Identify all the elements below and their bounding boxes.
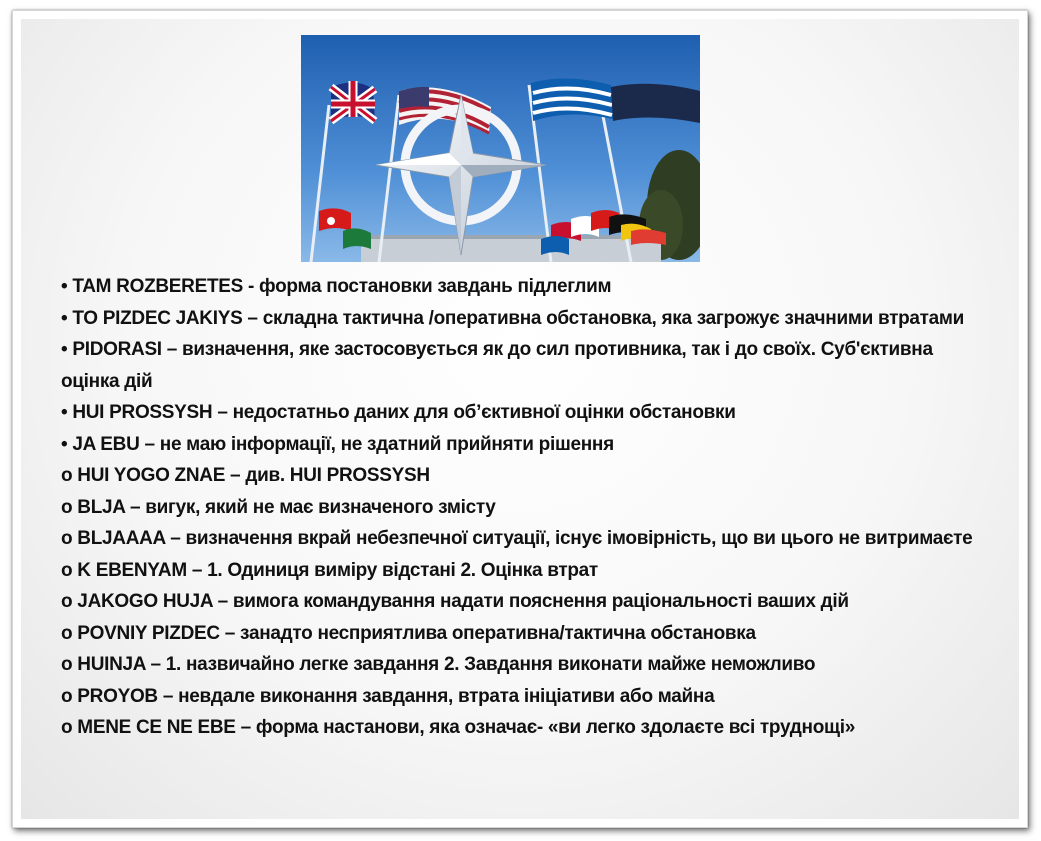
glossary-term: K EBENYAM — [77, 559, 187, 581]
glossary-item: o BLJAAAA – визначення вкрай небезпечної ситуації, існує імовірність, що ви цього не витримаєте — [61, 528, 973, 549]
glossary-definition: див. HUI PROSSYSH — [245, 465, 430, 486]
glossary-term: JA EBU — [72, 433, 140, 455]
glossary-item: • TAM ROZBERETES - форма постановки завдань підлеглим — [61, 276, 612, 297]
glossary-definition: визначення, яке застосовується як до сил противника, так і до своїх. Суб'єктивна оцінка дій — [61, 339, 933, 392]
slide — [21, 19, 1019, 819]
glossary-term: PIDORASI — [72, 339, 162, 360]
glossary-item: o HUINJA – 1. назвичайно легке завдання 2. Завдання виконати майже неможливо — [61, 654, 816, 675]
glossary-term: HUI PROSSYSH — [72, 402, 213, 423]
uk-flag — [331, 81, 375, 121]
glossary-item: o MENE CE NE EBE – форма настанови, яка означає- «ви легко здолаєте всі труднощі» — [61, 717, 855, 738]
glossary-term: JAKOGO HUJA — [77, 591, 213, 612]
glossary-term: TO PIZDEC JAKIYS — [72, 307, 243, 329]
glossary-term: POVNIY PIZDEC — [77, 622, 220, 644]
glossary-item: o PROYOB – невдале виконання завдання, втрата ініціативи або майна — [61, 685, 715, 707]
nato-headquarters-flags-photo — [301, 35, 700, 262]
glossary-definition: визначення вкрай небезпечної ситуації, існує імовірність, що ви цього не витримаєте — [185, 528, 973, 549]
glossary-item: • HUI PROSSYSH – недостатньо даних для об’єктивної оцінки обстановки — [61, 402, 736, 423]
slide-frame — [12, 10, 1028, 828]
glossary-definition: вимога командування надати пояснення раціональності ваших дій — [232, 591, 849, 612]
glossary-term: PROYOB — [77, 685, 158, 707]
glossary-definition: занадто несприятлива оперативна/тактична обстановка — [240, 622, 756, 644]
glossary-definition: складна тактична /оперативна обстановка, яка загрожує значними втратами — [262, 307, 965, 329]
glossary-definition: 1. назвичайно легке завдання 2. Завдання виконати майже неможливо — [165, 654, 816, 675]
glossary-term: BLJAAAA — [77, 528, 166, 549]
glossary-item: o JAKOGO HUJA – вимога командування надати пояснення раціональності ваших дій — [61, 591, 849, 612]
glossary-item: • JA EBU – не маю інформації, не здатний прийняти рішення — [61, 433, 614, 455]
glossary-term: TAM ROZBERETES — [72, 276, 244, 297]
glossary-definition: вигук, який не має визначеного змісту — [145, 496, 496, 518]
glossary-item: o HUI YOGO ZNAE – див. HUI PROSSYSH — [61, 465, 430, 486]
glossary-definition: 1. Одиниця виміру відстані 2. Оцінка втрат — [207, 559, 598, 581]
glossary-definition: форма постановки завдань підлеглим — [259, 276, 612, 297]
glossary-item: o BLJA – вигук, який не має визначеного змісту — [61, 496, 496, 518]
glossary-item: • TO PIZDEC JAKIYS – складна тактична /оперативна обстановка, яка загрожує значними втратами — [61, 307, 965, 329]
glossary-item: o POVNIY PIZDEC – занадто несприятлива оперативна/тактична обстановка — [61, 622, 756, 644]
glossary-term: MENE CE NE EBE — [77, 717, 236, 738]
glossary-definition: невдале виконання завдання, втрата ініціативи або майна — [178, 685, 715, 707]
glossary-term: HUINJA — [77, 654, 146, 675]
glossary-list — [61, 271, 981, 744]
glossary-item: o K EBENYAM – 1. Одиниця виміру відстані 2. Оцінка втрат — [61, 559, 598, 581]
glossary-definition: форма настанови, яка означає- «ви легко здолаєте всі труднощі» — [255, 717, 855, 738]
glossary-definition: не маю інформації, не здатний прийняти рішення — [159, 433, 614, 455]
glossary-term: BLJA — [77, 496, 126, 518]
glossary-item: • PIDORASI – визначення, яке застосовується як до сил противника, так і до своїх. Суб'єктивна оцінка дій — [61, 339, 933, 392]
glossary-definition: недостатньо даних для об’єктивної оцінки обстановки — [232, 402, 736, 423]
glossary-term: HUI YOGO ZNAE — [77, 465, 226, 486]
